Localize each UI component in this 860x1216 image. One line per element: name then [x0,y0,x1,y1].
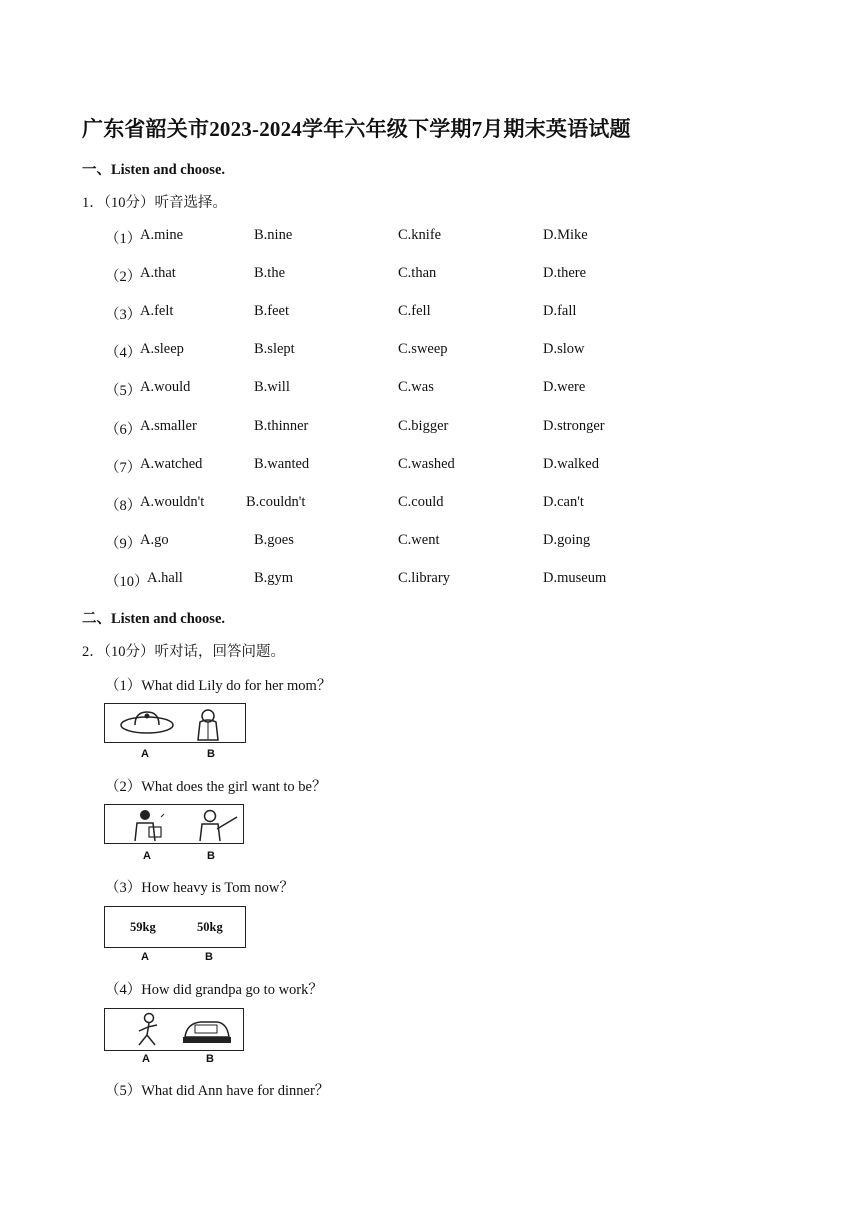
picture-options-3 [104,906,246,948]
choice-number: （6） [105,421,142,438]
option-c: C.knife [398,227,442,243]
option-c: C.was [398,379,434,396]
picture-3-label-a: A [141,951,149,963]
option-a: A.watched [140,455,203,472]
choice-row [105,379,745,399]
weight-option-b: 50kg [197,920,223,934]
hat-and-coat-illustration [105,704,247,744]
subquestion-1: （1）What did Lily do for her mom？ [105,678,332,694]
picture-1-label-a: A [141,748,149,760]
option-c: C.than [398,265,437,282]
option-c: C.library [398,569,450,586]
weight-option-a: 59kg [130,920,156,934]
section-2-heading: 二、Listen and choose. [82,611,226,627]
option-b: B.slept [254,341,295,358]
picture-2-label-a: A [143,850,151,862]
option-d: D.fall [543,303,577,320]
choice-row [105,303,745,323]
option-c: C.could [398,493,444,510]
option-c: C.went [398,531,440,548]
picture-4-label-b: B [206,1053,214,1065]
option-a: A.would [140,379,191,396]
choice-row [105,456,745,476]
option-b: B.the [254,265,286,282]
choice-number: （9） [105,535,142,552]
option-d: D.can't [543,493,584,510]
picture-options-4 [104,1008,244,1051]
option-a: A.felt [140,303,174,320]
choice-row [105,341,745,361]
question-2-prompt: 2．（10分）听对话，回答问题。 [82,644,285,660]
choice-row [105,494,745,514]
option-d: D.walked [543,455,599,472]
choice-number: （3） [105,307,142,324]
option-d: D.going [543,531,591,548]
option-d: D.stronger [543,417,605,434]
question-1-prompt: 1．（10分）听音选择。 [82,195,227,211]
walking-and-car-illustration [105,1009,245,1052]
option-a: A.mine [140,227,184,243]
choice-number: （4） [105,345,142,362]
option-b: B.couldn't [246,493,306,510]
option-d: D.there [543,265,587,282]
choice-number: （8） [105,497,142,514]
option-d: D.Mike [543,227,588,243]
subquestion-4: （4）How did grandpa go to work？ [105,982,323,998]
option-d: D.slow [543,341,585,358]
choice-row [105,265,745,285]
option-b: B.will [254,379,290,396]
picture-4-label-a: A [142,1053,150,1065]
option-a: A.smaller [140,417,197,434]
option-b: B.nine [254,227,293,243]
option-a: A.go [140,531,169,548]
option-d: D.museum [543,569,607,586]
option-b: B.gym [254,569,294,586]
picture-2-label-b: B [207,850,215,862]
choice-number: （7） [105,459,142,476]
option-a: A.wouldn't [140,493,205,510]
choice-row [105,418,745,438]
subquestion-2: （2）What does the girl want to be？ [105,779,327,795]
option-c: C.bigger [398,417,449,434]
option-c: C.washed [398,455,455,472]
option-c: C.fell [398,303,431,320]
option-c: C.sweep [398,341,448,358]
picture-options-2 [104,804,244,844]
occupation-illustration [105,805,245,845]
picture-1-label-b: B [207,748,215,760]
section-1-heading: 一、Listen and choose. [82,162,226,178]
option-a: A.that [140,265,176,282]
option-b: B.wanted [254,455,310,472]
option-a: A.hall [147,569,183,586]
option-d: D.were [543,379,586,396]
picture-3-label-b: B [205,951,213,963]
subquestion-3: （3）How heavy is Tom now？ [105,880,294,896]
choice-number: （5） [105,383,142,400]
choice-row [105,532,745,552]
option-b: B.goes [254,531,294,548]
choice-number: （1） [105,231,142,247]
option-a: A.sleep [140,341,184,358]
option-b: B.feet [254,303,290,320]
choice-number: （2） [105,269,142,286]
choice-number: （10） [105,573,149,590]
subquestion-5: （5）What did Ann have for dinner？ [105,1083,330,1099]
page-title: 广东省韶关市2023-2024学年六年级下学期7月期末英语试题 [82,117,631,141]
choice-row [105,570,745,590]
choice-row [105,227,745,247]
option-b: B.thinner [254,417,309,434]
picture-options-1 [104,703,246,743]
